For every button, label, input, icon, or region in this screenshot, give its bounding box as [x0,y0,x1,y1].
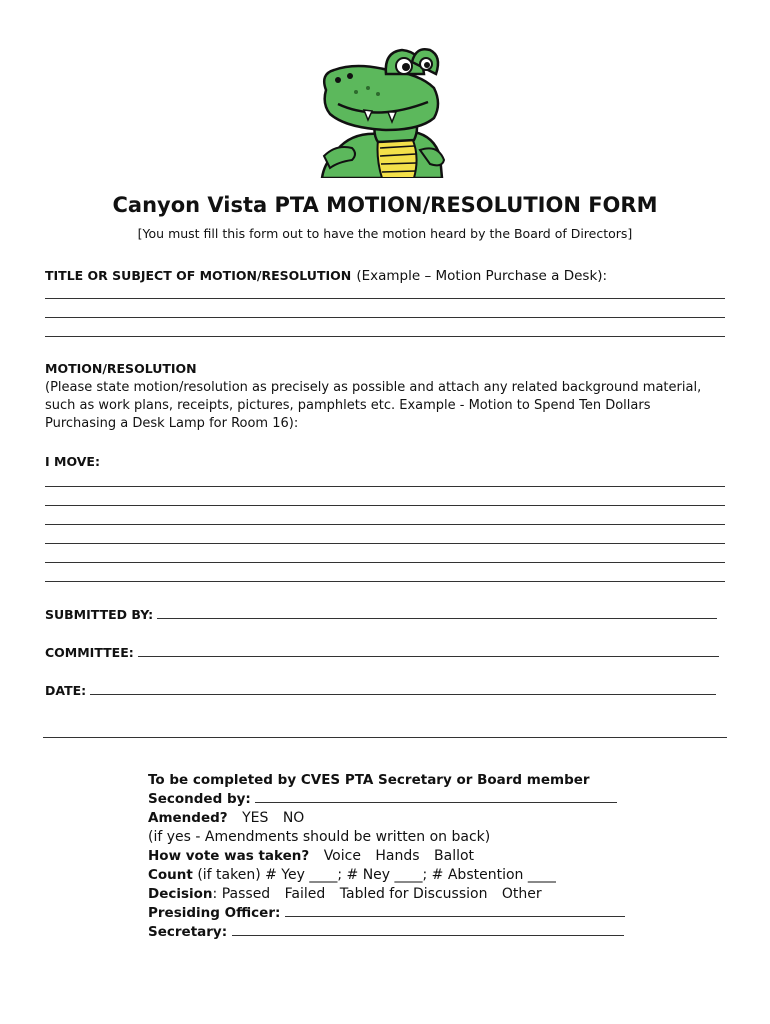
motion-line-4[interactable] [45,543,725,544]
decision-label: Decision [148,886,213,902]
amend-note: (if yes - Amendments should be written on back) [148,829,491,845]
motion-line-3[interactable] [45,524,725,525]
vote-voice-option[interactable]: Voice [323,848,361,864]
secretary-field[interactable] [232,923,624,936]
count-label: Count [148,867,193,883]
section-divider [43,737,727,738]
committee-row [45,644,719,660]
motion-instructions-line: such as work plans, receipts, pictures, pamphlets etc. Example - Motion to Spend Ten Dollars [45,398,651,413]
committee-field[interactable] [138,644,719,657]
motion-line-2[interactable] [45,505,725,506]
seconded-by-label: Seconded by: [148,791,251,807]
committee-label: COMMITTEE: [45,645,134,660]
amended-yes-option[interactable]: YES [242,810,269,826]
subject-line-2[interactable] [45,317,725,318]
motion-line-1[interactable] [45,486,725,487]
submitted-by-row [45,606,717,622]
motion-line-5[interactable] [45,562,725,563]
vote-hands-option[interactable]: Hands [375,848,420,864]
decision-failed-option[interactable]: Failed [284,886,326,902]
motion-line-6[interactable] [45,581,725,582]
submitted-by-field[interactable] [157,606,717,619]
decision-tabled-option[interactable]: Tabled for Discussion [339,886,488,902]
presiding-officer-label: Presiding Officer: [148,905,281,921]
subject-label: TITLE OR SUBJECT OF MOTION/RESOLUTION [45,268,352,283]
vote-label: How vote was taken? [148,848,310,864]
secretary-section [148,771,628,942]
vote-ballot-option[interactable]: Ballot [434,848,475,864]
motion-instructions [45,379,701,433]
subject-example: (Example – Motion Purchase a Desk): [356,268,608,284]
motion-instructions-line: (Please state motion/resolution as precisely as possible and attach any related background material, [45,380,702,395]
motion-instructions-line: Purchasing a Desk Lamp for Room 16): [45,416,299,431]
secretary-label: Secretary: [148,924,228,940]
presiding-officer-field[interactable] [285,904,625,917]
decision-passed-option[interactable]: : Passed [212,886,271,902]
decision-other-option[interactable]: Other [501,886,542,902]
date-label: DATE: [45,683,87,698]
crocodile-mascot-icon [316,44,446,178]
i-move-label: I MOVE: [45,454,100,469]
count-text[interactable]: (if taken) # Yey ____; # Ney ____; # Abstention ____ [197,867,556,883]
subject-line-1[interactable] [45,298,725,299]
form-subtitle: [You must fill this form out to have the motion heard by the Board of Directors] [137,226,633,241]
subject-line-3[interactable] [45,336,725,337]
date-row [45,682,716,698]
amended-label: Amended? [148,810,228,826]
seconded-by-field[interactable] [255,790,617,803]
date-field[interactable] [90,682,716,695]
submitted-by-label: SUBMITTED BY: [45,607,154,622]
amended-no-option[interactable]: NO [282,810,305,826]
motion-heading: MOTION/RESOLUTION [45,361,197,376]
secretary-heading: To be completed by CVES PTA Secretary or Board member [148,772,590,788]
subject-heading [45,265,607,284]
form-title: Canyon Vista PTA MOTION/RESOLUTION FORM [112,193,658,217]
